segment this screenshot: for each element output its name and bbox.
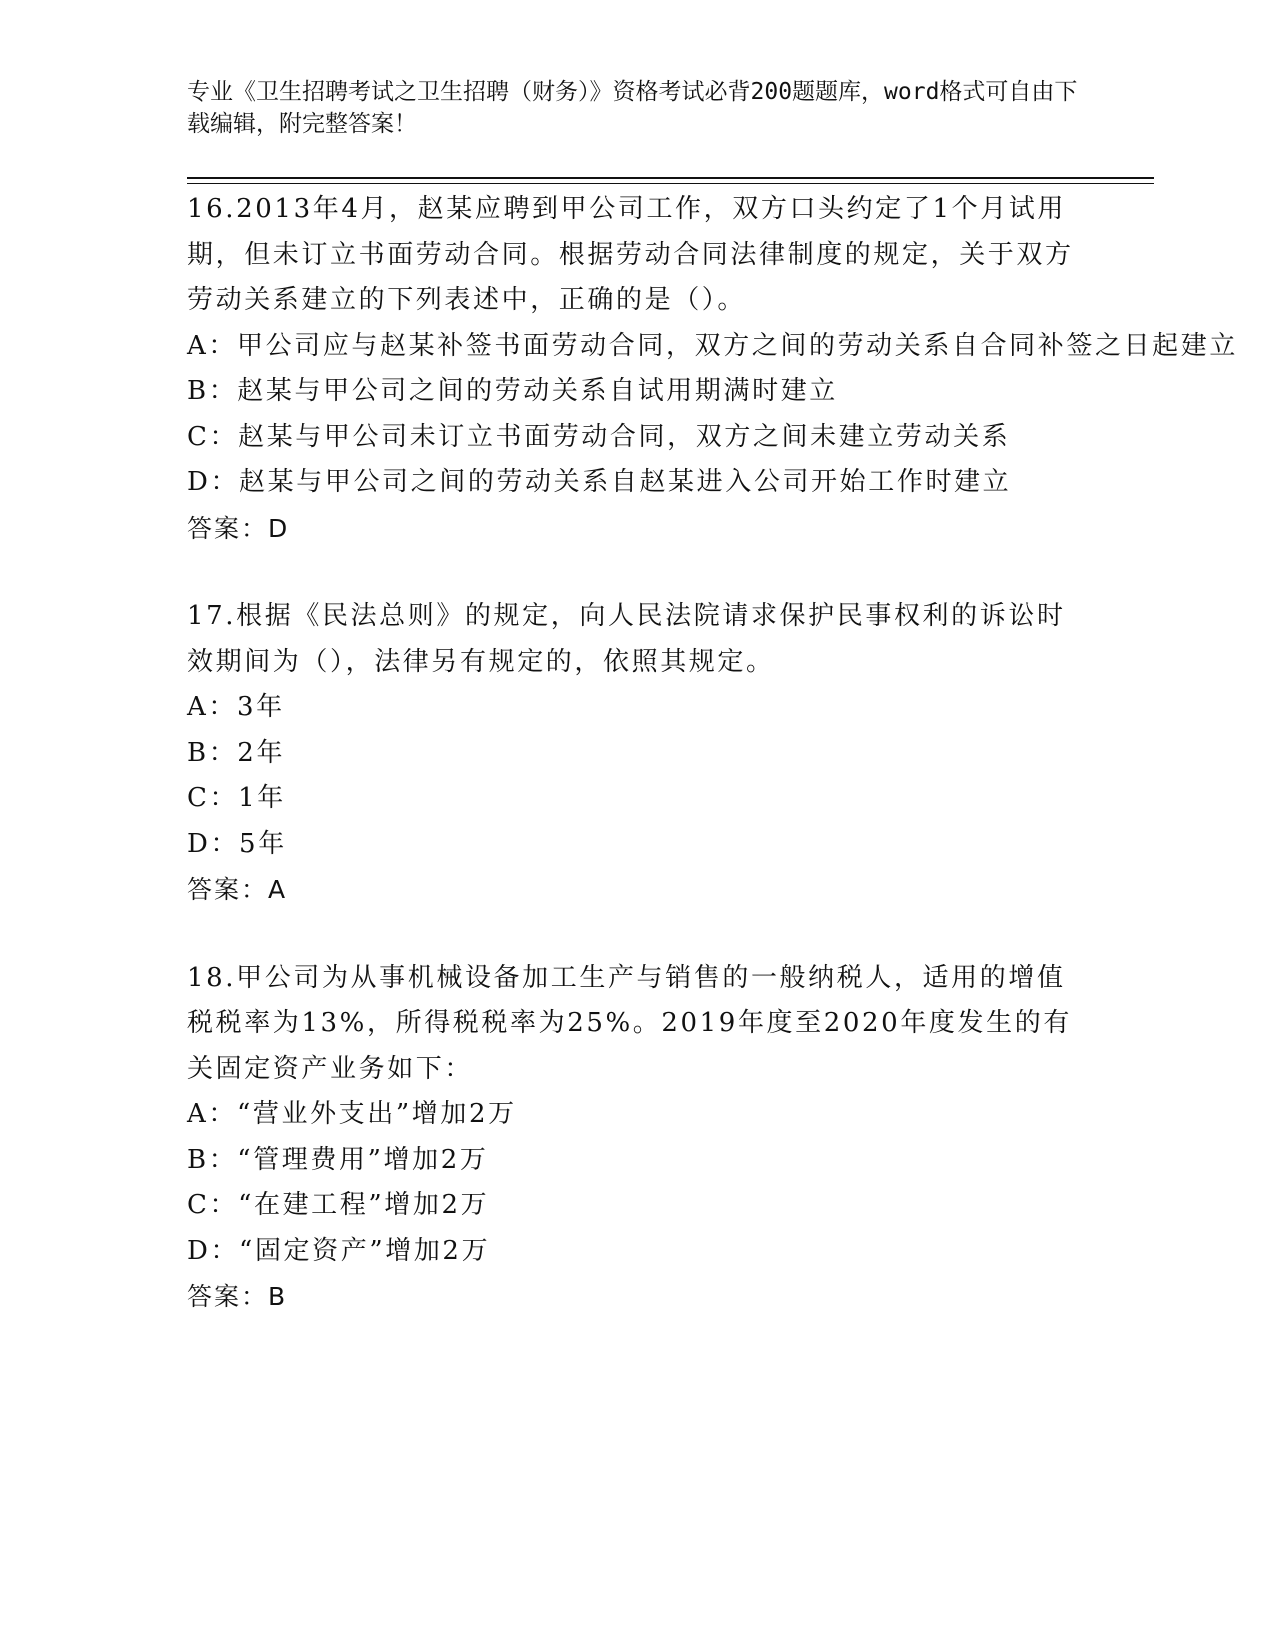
question-stem: 18.甲公司为从事机械设备加工生产与销售的一般纳税人，适用的增值税税率为13%，所得税税率为25%。2019年度至2020年度发生的有关固定资产业务如下： (187, 962, 1072, 1084)
option-a: A：“营业外支出”增加2万 (187, 1099, 517, 1129)
answer-line: 答案：D (187, 513, 290, 543)
header-divider-thick (187, 177, 1154, 179)
question-stem: 17.根据《民法总则》的规定，向人民法院请求保护民事权利的诉讼时效期间为（），法律另有规定的，依照其规定。 (187, 601, 1066, 677)
option-b: B：“管理费用”增加2万 (187, 1144, 489, 1175)
option-d: D：5年 (187, 828, 287, 859)
option-d: D：“固定资产”增加2万 (187, 1235, 491, 1266)
option-b: B：2年 (187, 737, 286, 768)
question-stem: 16.2013年4月，赵某应聘到甲公司工作，双方口头约定了1个月试用期，但未订立书面劳动合同。根据劳动合同法律制度的规定，关于双方劳动关系建立的下列表述中，正确的是（）。 (187, 194, 1074, 315)
question-18 (187, 956, 1087, 1320)
option-c: C：1年 (187, 783, 286, 813)
option-a: A：甲公司应与赵某补签书面劳动合同，双方之间的劳动关系自合同补签之日起建立 (187, 330, 1238, 361)
option-c: C：赵某与甲公司未订立书面劳动合同，双方之间未建立劳动关系 (187, 421, 1011, 452)
answer-line: 答案：A (187, 875, 288, 904)
question-17 (187, 594, 1087, 913)
document-header: 专业《卫生招聘考试之卫生招聘（财务）》资格考试必背200题题库，word格式可自由下载编辑，附完整答案！ (187, 79, 1078, 137)
option-a: A：3年 (187, 692, 285, 722)
option-c: C：“在建工程”增加2万 (187, 1190, 490, 1220)
question-16 (187, 187, 1238, 551)
answer-line: 答案：B (187, 1282, 288, 1311)
option-d: D：赵某与甲公司之间的劳动关系自赵某进入公司开始工作时建立 (187, 467, 1012, 497)
question-list (187, 187, 1238, 1363)
header-divider-thin (187, 183, 1154, 184)
option-b: B：赵某与甲公司之间的劳动关系自试用期满时建立 (187, 376, 838, 406)
